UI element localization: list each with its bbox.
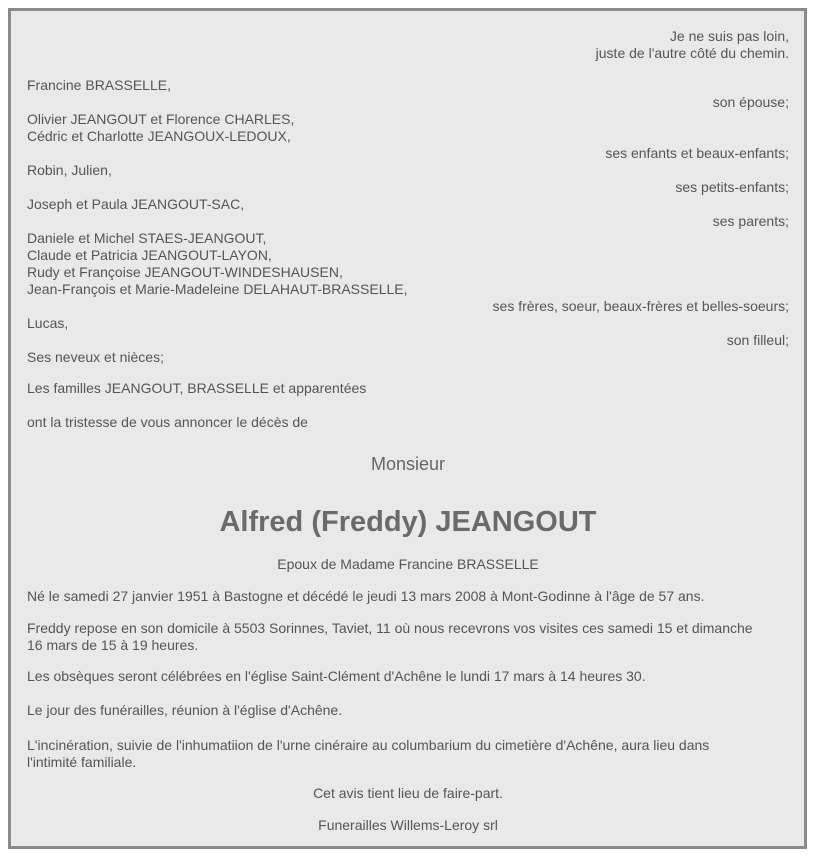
birth-death-line: Né le samedi 27 janvier 1951 à Bastogne et décédé le jeudi 13 mars 2008 à Mont-Godinne à l'âge de 57 ans. xyxy=(27,588,705,604)
notice-line: Cet avis tient lieu de faire-part. xyxy=(313,785,503,801)
obituary-card xyxy=(8,8,807,849)
grandchildren-names: Robin, Julien, xyxy=(27,162,112,178)
parents-role: ses parents; xyxy=(712,213,789,229)
undertaker-line: Funerailles Willems-Leroy srl xyxy=(318,817,498,833)
poem-line-2: juste de l'autre côté du chemin. xyxy=(595,45,789,61)
announcement-text: ont la tristesse de vous annoncer le décès de xyxy=(27,414,308,430)
spouse-of-line: Epoux de Madame Francine BRASSELLE xyxy=(277,556,539,572)
families-line: Les familles JEANGOUT, BRASSELLE et apparentées xyxy=(27,380,367,396)
godson-name: Lucas, xyxy=(27,315,69,331)
gathering-line: Le jour des funérailles, réunion à l'église d'Achêne. xyxy=(27,702,343,718)
godson-role: son filleul; xyxy=(726,332,789,348)
deceased-title: Monsieur xyxy=(370,454,446,474)
grandchildren-role: ses petits-enfants; xyxy=(675,179,789,195)
cremation-line-2: l'intimité familiale. xyxy=(27,754,137,770)
children-line-1: Olivier JEANGOUT et Florence CHARLES, xyxy=(27,111,295,127)
siblings-line-2: Claude et Patricia JEANGOUT-LAYON, xyxy=(27,247,272,263)
children-role: ses enfants et beaux-enfants; xyxy=(605,145,789,161)
spouse-role: son épouse; xyxy=(712,94,789,110)
siblings-line-3: Rudy et Françoise JEANGOUT-WINDESHAUSEN, xyxy=(27,264,343,280)
nephews-nieces: Ses neveux et nièces; xyxy=(27,349,164,365)
deceased-name: Alfred (Freddy) JEANGOUT xyxy=(219,506,597,538)
children-line-2: Cédric et Charlotte JEANGOUX-LEDOUX, xyxy=(27,128,291,144)
parents-names: Joseph et Paula JEANGOUT-SAC, xyxy=(27,196,245,212)
visitation-line-2: 16 mars de 15 à 19 heures. xyxy=(27,637,199,653)
poem-line-1: Je ne suis pas loin, xyxy=(669,28,789,44)
funeral-line: Les obsèques seront célébrées en l'église Saint-Clément d'Achêne le lundi 17 mars à 14 heures 30. xyxy=(27,668,646,684)
siblings-line-1: Daniele et Michel STAES-JEANGOUT, xyxy=(27,230,267,246)
siblings-role: ses frères, soeur, beaux-frères et belles-soeurs; xyxy=(492,298,789,314)
siblings-line-4: Jean-François et Marie-Madeleine DELAHAUT-BRASSELLE, xyxy=(27,281,408,297)
cremation-line-1: L'incinération, suivie de l'inhumatiion de l'urne cinéraire au columbarium du cimetière d'Achêne, aura lieu dans xyxy=(27,737,710,753)
spouse-name: Francine BRASSELLE, xyxy=(27,77,171,93)
visitation-line-1: Freddy repose en son domicile à 5503 Sorinnes, Taviet, 11 où nous recevrons vos visites ces samedi 15 et dimanche xyxy=(27,620,753,636)
